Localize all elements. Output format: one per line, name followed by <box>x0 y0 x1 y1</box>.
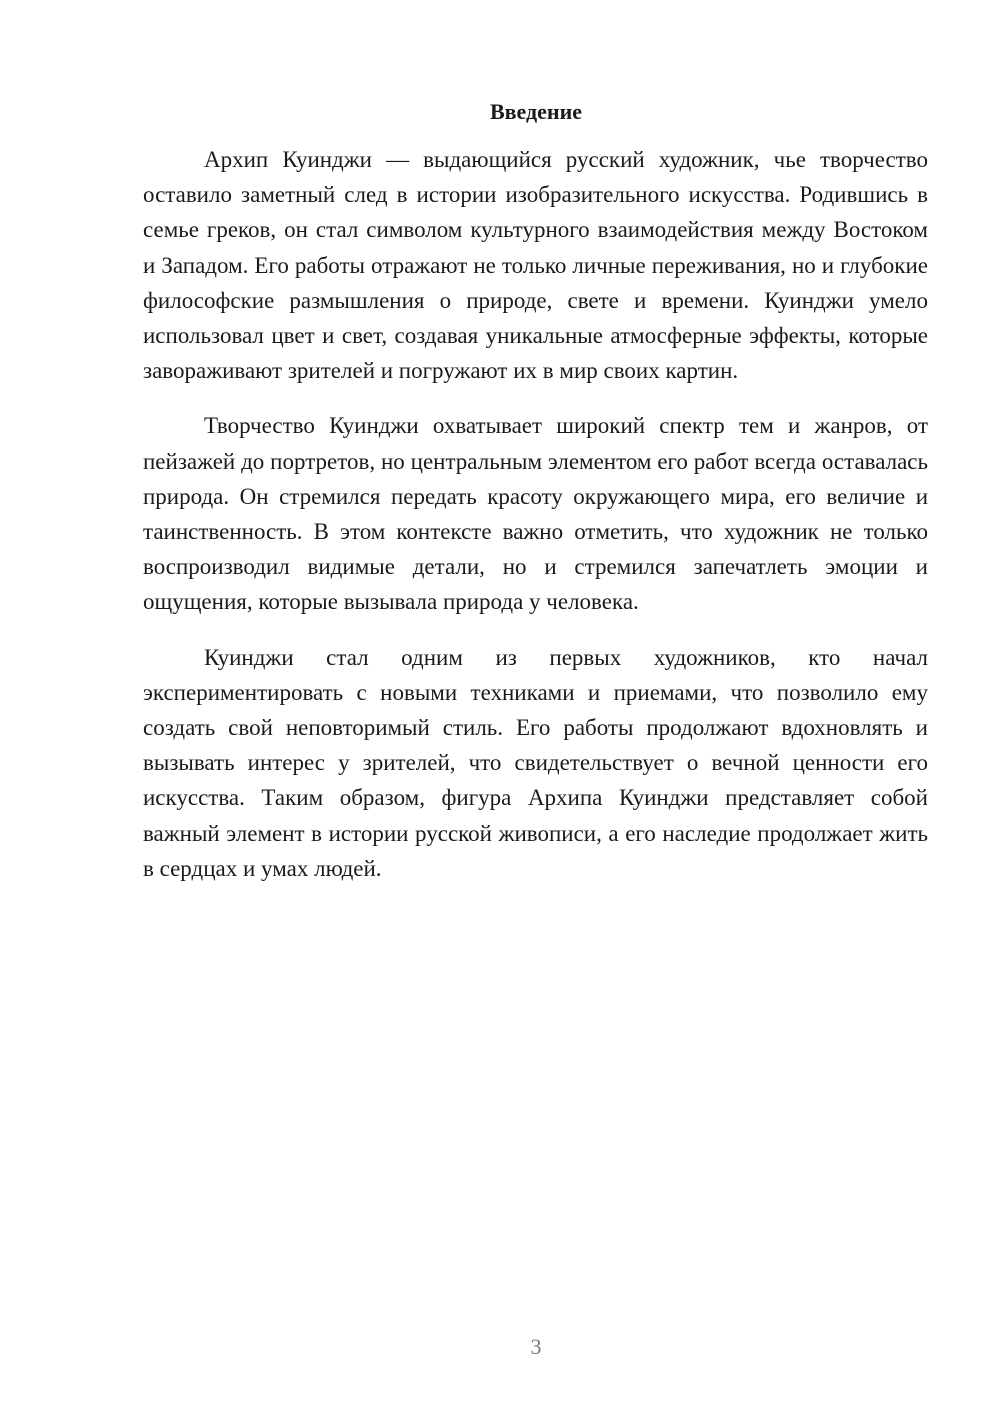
paragraph-1: Архип Куинджи — выдающийся русский художник, чье творчество оставило заметный след в истории изобразительного искусства. Родившись в семье греков, он стал символом культурного взаимодействия между Востоком и Западом. Его работы отражают не только личные переживания, но и глубокие философские размышления о природе, свете и времени. Куинджи умело использовал цвет и свет, создавая уникальные атмосферные эффекты, которые завораживают зрителей и погружают их в мир своих картин. <box>143 147 928 384</box>
page-number: 3 <box>530 1334 542 1359</box>
paragraph-3: Куинджи стал одним из первых художников, кто начал экспериментировать с новыми техниками и приемами, что позволило ему создать свой неповторимый стиль. Его работы продолжают вдохновлять и вызывать интерес у зрителей, что свидетельствует о вечной ценности его искусства. Таким образом, фигура Архипа Куинджи представляет собой важный элемент в истории русской живописи, а его наследие продолжает жить в сердцах и умах людей. <box>143 644 928 881</box>
section-heading: Введение <box>489 99 583 124</box>
paragraph-2: Творчество Куинджи охватывает широкий спектр тем и жанров, от пейзажей до портретов, но центральным элементом его работ всегда оставалась природа. Он стремился передать красоту окружающего мира, его величие и таинственность. В этом контексте важно отметить, что художник не только воспроизводил видимые детали, но и стремился запечатлеть эмоции и ощущения, которые вызывала природа у человека. <box>143 413 928 615</box>
body-text <box>143 142 928 906</box>
